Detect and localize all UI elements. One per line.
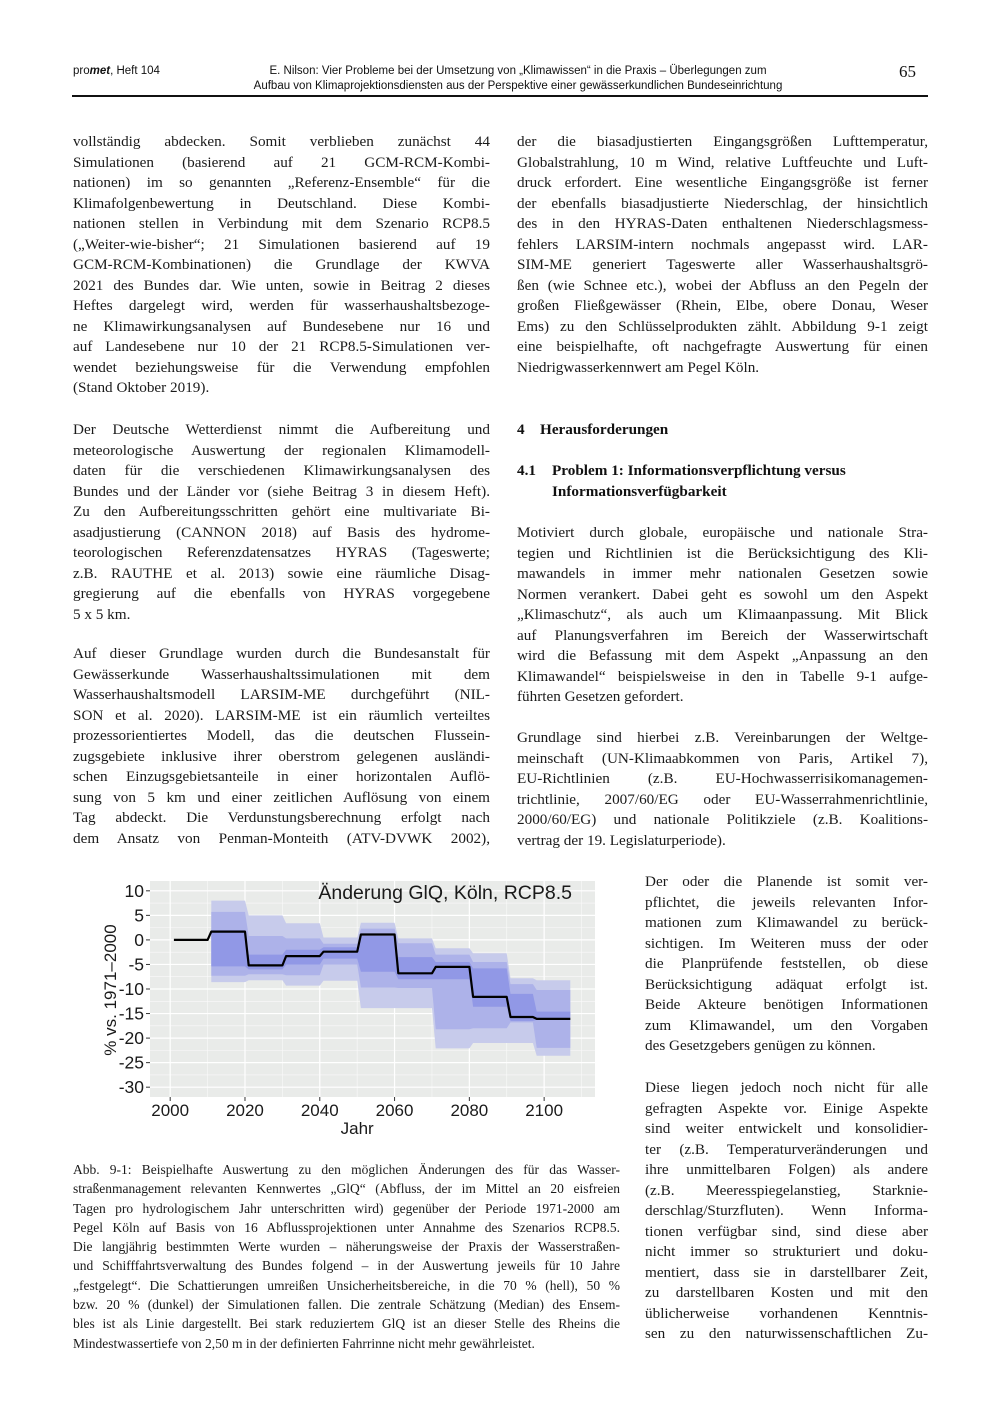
- text-line: gregierung auf die ebenfalls von HYRAS vorgegebene: [73, 585, 490, 602]
- text-line: nationen) im so genannten „Referenz-Ensemble“ für die: [73, 174, 490, 191]
- text-line: Globalstrahlung, 10 m Wind, relative Luftfeuchte und Luft-: [517, 153, 928, 171]
- page-number: 65: [899, 62, 916, 81]
- text-line: wendet beziehungsweise für die Verwendung empfohlen: [73, 358, 490, 376]
- left-paragraph-1: [73, 132, 490, 399]
- text-line: bzw. 20 % (dunkel) der Simulationen fallen. Die zentrale Schätzung (Median) des Ensem-: [73, 1297, 620, 1313]
- journal-name-prefix: pro: [73, 65, 90, 77]
- running-title: [190, 64, 846, 93]
- x-tick-label: 2080: [450, 1101, 489, 1120]
- text-line: die Planprüfende feststellen, ob diese: [645, 955, 928, 972]
- y-tick-label: -30: [118, 1077, 144, 1098]
- text-line: derschlag/Sturzfluten). Wenn Informa-: [645, 1202, 928, 1219]
- right-lower-paragraph-1: [645, 872, 928, 1057]
- text-line: nationen stellen in Verbindung mit dem Szenario RCP8.5: [73, 215, 490, 232]
- right-paragraph-1: [517, 132, 928, 378]
- text-line: Zu den Aufbereitungsschritten gehört eine multivariate Bi-: [73, 503, 490, 520]
- text-line: auf Planungsverfahren im Bereich der Wasserwirtschaft: [517, 626, 928, 644]
- text-line: sen zu den naturwissenschaftlichen Zu-: [645, 1325, 928, 1342]
- text-line: vollständig abdecken. Somit verblieben zunächst 44: [73, 133, 490, 150]
- text-line: druck erfordert. Eine wesentliche Eingangsgröße ist ferner: [517, 174, 928, 191]
- text-line: Auf dieser Grundlage wurden durch die Bundesanstalt für: [73, 645, 490, 662]
- header-rule: [72, 95, 928, 97]
- text-line: asadjustierung (CANNON 2018) auf Basis des hydrome-: [73, 523, 490, 541]
- text-line: EU-Richtlinien (z.B. EU-Hochwasserrisikomanagemen-: [517, 770, 928, 787]
- text-line: meteorologische Auswertung der regionalen Klimamodell-: [73, 441, 490, 459]
- text-line: Abb. 9-1: Beispielhafte Auswertung zu den möglichen Änderungen des für das Wasser-: [73, 1162, 620, 1177]
- text-line: z.B. RAUTHE et al. 2013) sowie eine räumliche Disag-: [73, 564, 490, 582]
- text-line: „festgelegt“. Die Schattierungen umreißen Unsicherheitsbereiche, in die 70 % (hell), 50 %: [73, 1277, 620, 1293]
- text-line: eine beispielhafte, oft nachgefragte Auswertung für einen: [517, 338, 928, 355]
- text-line: schen Einzugsgebietsanteile in einer horizontalen Auflö-: [73, 768, 490, 785]
- running-title-line-2: Aufbau von Klimaprojektionsdiensten aus der Perspektive einer gewässerkundlichen Bundeseinrichtung: [253, 79, 783, 92]
- text-line: mentiert, dass sie in darstellbarer Zeit,: [645, 1263, 928, 1281]
- text-line: der ebenfalls biasadjustierte Niederschlag, der hinsichtlich: [517, 194, 928, 212]
- text-line: der die biasadjustierten Eingangsgrößen Lufttemperatur,: [517, 133, 928, 150]
- text-line: Klimawandel“ beispielsweise in den in Tabelle 9-1 aufge-: [517, 667, 928, 685]
- text-line: mawandels in immer mehr nationalen Gesetzen sowie: [517, 565, 928, 582]
- text-line: Berücksichtigung adäquat erfolgt ist.: [645, 975, 928, 993]
- text-line: GCM-RCM-Kombinationen) die Grundlage der KWVA: [73, 256, 490, 273]
- text-line: Grundlage sind hierbei z.B. Vereinbarungen der Weltge-: [517, 729, 928, 746]
- journal-issue: [73, 64, 160, 79]
- subsection-title-line-1: Problem 1: Informationsverpflichtung versus: [552, 462, 846, 479]
- text-line: SON et al. 2020). LARSIM-ME ist ein räumlich verteiltes: [73, 706, 490, 724]
- text-line: des Gesetzgebers genügen zu können.: [645, 1037, 876, 1054]
- text-line: 2000/60/EG) und nationale Politikziele (z.B. Koalitions-: [517, 811, 928, 828]
- right-paragraph-2: [517, 523, 928, 708]
- text-line: SIM-ME generiert Tageswerte aller Wasserhaushaltsgrö-: [517, 256, 928, 273]
- figure-caption: [73, 1160, 620, 1353]
- text-line: („Weiter-wie-bisher“; 21 Simulationen basierend auf 19: [73, 235, 490, 253]
- text-line: auf Landesebene nur 10 der 21 RCP8.5-Simulationen ver-: [73, 338, 490, 355]
- y-tick-label: -20: [118, 1028, 144, 1049]
- text-line: pflichtet, die jeweils relevanten Infor-: [645, 893, 928, 911]
- text-line: (z.B. Meeresspiegelanstieg, Starknie-: [645, 1181, 928, 1199]
- text-line: bles ist als Linie dargestellt. Bei stark reduziertem GlQ ist an dieser Stelle des Rheins die: [73, 1316, 620, 1332]
- text-line: Ems) zu den Schlüsselprodukten zählt. Abbildung 9-1 zeigt: [517, 317, 928, 335]
- running-title-line-1: E. Nilson: Vier Probleme bei der Umsetzung von „Klimawissen“ in die Praxis – Überlegungen zum: [269, 65, 767, 77]
- text-line: ne Klimawirkungsanalysen auf Bundesebene nur 16 und: [73, 317, 490, 335]
- y-tick-label: -15: [118, 1003, 144, 1024]
- left-paragraph-2: [73, 420, 490, 625]
- left-paragraph-3: [73, 644, 490, 849]
- text-line: ter (z.B. Temperaturveränderungen und: [645, 1140, 928, 1158]
- x-tick-label: 2000: [151, 1101, 190, 1120]
- text-line: ßen (wie Schnee etc.), wobei der Abfluss an den Pegeln der: [517, 276, 928, 294]
- text-line: fehlers LARSIM-intern nochmals angepasst wird. LAR-: [517, 235, 928, 253]
- text-line: Wasserhaushaltsmodell LARSIM-ME durchgeführt (NIL-: [73, 686, 490, 703]
- subsection-heading: [517, 461, 928, 503]
- y-tick-label: 5: [134, 905, 144, 926]
- text-line: gefragten Aspekte vor. Einige Aspekte: [645, 1099, 928, 1117]
- section-number: 4: [517, 421, 525, 438]
- text-line: zu darstellbaren Kosten und mit den: [645, 1284, 928, 1301]
- text-line: Simulationen (basierend auf 21 GCM-RCM-Kombi-: [73, 153, 490, 171]
- x-tick-label: 2060: [375, 1101, 414, 1120]
- text-line: Mindestwassertiefe von 2,50 m in der definierten Fahrrinne nicht mehr gewährleistet.: [73, 1335, 535, 1351]
- y-tick-label: 10: [124, 880, 144, 901]
- figure-chart: [90, 865, 620, 1145]
- text-line: mationen zum Klimawandel zu berück-: [645, 914, 928, 931]
- section-title: Herausforderungen: [540, 421, 669, 438]
- text-line: straßenmanagement relevanten Kennwertes „GlQ“ (Abfluss, der im Mittel an 20 eisfreien: [73, 1181, 620, 1197]
- text-line: Tag abdeckt. Die Verdunstungsberechnung erfolgt nach: [73, 809, 490, 826]
- y-axis-label: % vs. 1971–2000: [101, 924, 120, 1056]
- text-line: vertrag der 19. Legislaturperiode).: [517, 831, 726, 849]
- text-line: Diese liegen jedoch noch nicht für alle: [645, 1079, 928, 1096]
- text-line: nicht immer so strukturiert und doku-: [645, 1243, 928, 1260]
- text-line: sichtigen. Im Weiteren muss der oder: [645, 934, 928, 952]
- right-paragraph-3: [517, 728, 928, 851]
- text-line: trichtlinie, 2007/60/EG oder EU-Wasserrahmenrichtlinie,: [517, 790, 928, 808]
- text-line: ihre unmittelbaren Folgen) als andere: [645, 1161, 928, 1178]
- text-line: Motiviert durch globale, europäische und nationale Stra-: [517, 524, 928, 541]
- subsection-title-line-2: Informationsverfügbarkeit: [552, 482, 727, 500]
- journal-name-emphasis: met: [89, 65, 111, 77]
- y-tick-label: -5: [128, 954, 144, 975]
- text-line: (Stand Oktober 2019).: [73, 379, 210, 396]
- subsection-number: 4.1: [517, 462, 536, 479]
- x-tick-label: 2020: [226, 1101, 264, 1120]
- text-line: Heftes dargelegt wird, werden für wasserhaushaltsbezoge-: [73, 297, 490, 314]
- text-line: sung von 5 km und einer zeitlichen Auflösung von einem: [73, 788, 490, 806]
- y-tick-label: -25: [118, 1052, 144, 1073]
- text-line: tionen verfügbar sind, sind diese aber: [645, 1222, 928, 1240]
- text-line: daten für die verschiedenen Klimawirkungsanalysen des: [73, 462, 490, 479]
- text-line: meinschaft (UN-Klimaabkommen von Paris, Artikel 7),: [517, 749, 928, 767]
- text-line: Der oder die Planende ist somit ver-: [645, 873, 928, 890]
- text-line: Pegel Köln auf Basis von 16 Abflussprojektionen unter Annahme des Szenarios RCP8.5.: [73, 1219, 620, 1235]
- journal-issue-number: , Heft 104: [110, 65, 160, 77]
- text-line: Der Deutsche Wetterdienst nimmt die Aufbereitung und: [73, 421, 490, 438]
- text-line: Klimafolgenbewertung in Deutschland. Diese Kombi-: [73, 194, 490, 212]
- text-line: 5 x 5 km.: [73, 605, 131, 623]
- text-line: und Schifffahrtsverwaltung des Bundes folgend – in der Auswertung jeweils für 10 Jahre: [73, 1258, 620, 1274]
- x-tick-label: 2040: [300, 1101, 339, 1120]
- text-line: des in den HYRAS-Daten enthaltenen Niederschlagsmess-: [517, 215, 928, 232]
- text-line: Tagen pro hydrologischem Jahr unterschritten wird) gegenüber der Periode 1971-2000 am: [73, 1200, 620, 1216]
- text-line: zugsgebiete inklusive ihrer oberstrom gelegenen ausländi-: [73, 747, 490, 765]
- text-line: dem Ansatz von Penman-Monteith (ATV-DVWK 2002),: [73, 829, 490, 847]
- text-line: 2021 des Bundes dar. Wie unten, sowie in Beitrag 2 dieses: [73, 276, 490, 294]
- text-line: sind weiter entwickelt und konsolidier-: [645, 1120, 928, 1137]
- chart-title: Änderung GlQ, Köln, RCP8.5: [318, 882, 572, 904]
- text-line: tegien und Richtlinien ist die Berücksichtigung des Kli-: [517, 544, 928, 562]
- text-line: zum Klimawandel, um den Vorgaben: [645, 1016, 928, 1034]
- y-tick-label: 0: [134, 929, 144, 950]
- text-line: Gewässerkunde Wasserhaushaltssimulationen mit dem: [73, 665, 490, 683]
- text-line: Beide Akteure benötigen Informationen: [645, 996, 928, 1013]
- text-line: Normen verankert. Dabei geht es sowohl um den Aspekt: [517, 585, 928, 603]
- right-lower-paragraph-2: [645, 1078, 928, 1345]
- text-line: „Klimaschutz“, als auch um Klimaanpassung. Mit Blick: [517, 606, 928, 623]
- text-line: teorologischen Referenzdatensatzes HYRAS (Tageswerte;: [73, 544, 490, 561]
- text-line: prozessorientiertes Modell, das die deutschen Flussein-: [73, 727, 490, 744]
- text-line: üblicherweise vorhandenen Kenntnis-: [645, 1304, 928, 1322]
- text-line: großen Fließgewässer (Rhein, Elbe, obere Donau, Weser: [517, 297, 928, 314]
- text-line: wird die Befassung mit dem Aspekt „Anpassung an den: [517, 647, 928, 664]
- section-heading: [517, 420, 928, 441]
- x-tick-label: 2100: [525, 1101, 564, 1120]
- text-line: führten Gesetzen gefordert.: [517, 688, 684, 705]
- text-line: Niedrigwasserkennwert am Pegel Köln.: [517, 358, 760, 376]
- text-line: Bundes und der Länder vor (siehe Beitrag 3 in diesem Heft).: [73, 482, 490, 500]
- x-axis-label: Jahr: [340, 1119, 374, 1138]
- text-line: Die langjährig bestimmten Werte wurden – näherungsweise der Praxis der Wasserstraßen-: [73, 1239, 620, 1255]
- y-tick-label: -10: [118, 979, 144, 999]
